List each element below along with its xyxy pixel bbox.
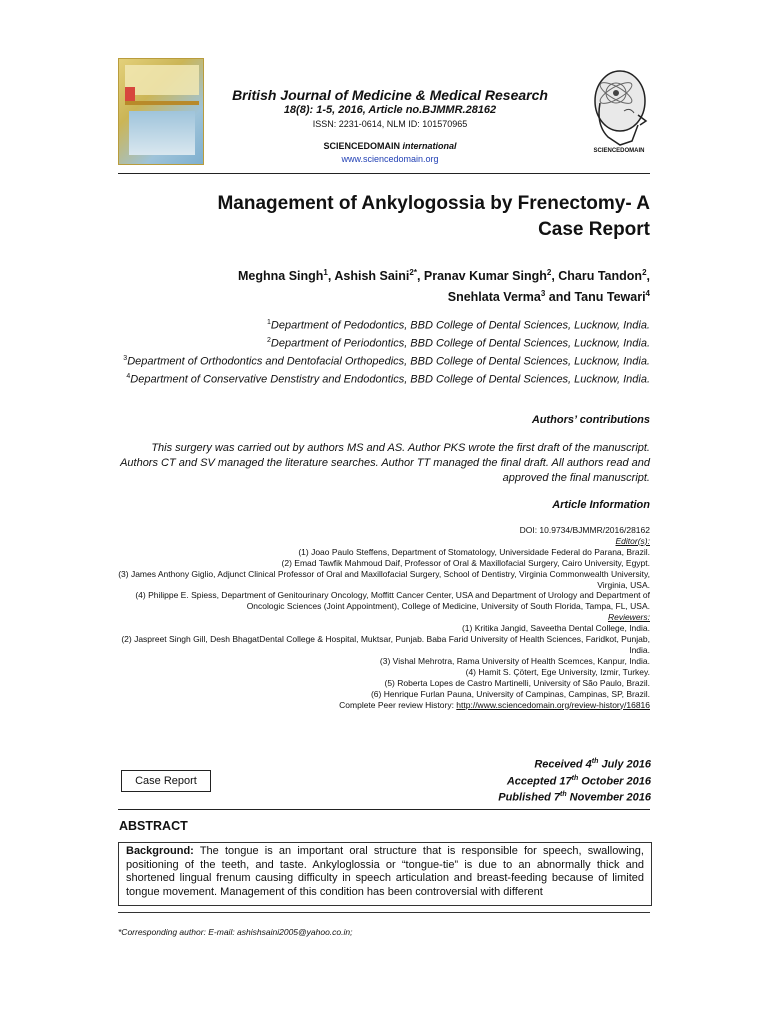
author-name: Charu Tandon [558,269,643,284]
affiliation-item: $^3$Department of Orthodontics and Dentofacial Orthopedics, BBD College of Dental Sciences, Lucknow, India. [123,355,650,368]
author-name: Pranav Kumar Singh [423,269,547,284]
affiliation-item: $^1$Department of Pedodontics, BBD College of Dental Sciences, Lucknow, India. [266,319,650,332]
footnote-divider [118,912,650,913]
background-label: Background: [126,845,194,857]
reviewer-item: (3) Vishal Mehrotra, Rama University of Health Scemces, Kanpur, India. [379,655,650,666]
reviewer-item: (1) Kritika Jangid, Saveetha Dental College, India. [461,623,650,634]
sciencedomain-logo [586,63,652,159]
author-name: Ashish Saini [334,269,410,284]
editor-item: (2) Emad Tawfik Mahmoud Daif, Professor of Oral & Maxillofacial Surgery, Cairo University, Egypt. [281,557,650,568]
affiliations [118,316,650,389]
article-title: Management of Ankylogossia by Frenectomy- A Case Report [217,193,650,240]
affiliation-item: $^2$Department of Periodontics, BBD College of Dental Sciences, Lucknow, India. [267,337,650,350]
journal-title: British Journal of Medicine & Medical Research [232,87,548,103]
peer-review-history: Complete Peer review History: http://www.sciencedomain.org/review-history/16816 [339,699,650,710]
logo-label: SCIENCEDOMAIN [593,148,645,154]
author-name: Snehlata Verma [447,290,541,305]
abstract-divider [118,809,650,810]
journal-issue: 18(8): 1-5, 2016, Article no.BJMMR.28162 [283,104,497,116]
article-type-badge: Case Report [121,770,211,792]
published-date: Published 7th November 2016 [498,791,651,804]
editors-label: Editor(s): [615,535,650,546]
reviewer-item: (6) Henrique Furlan Pauna, University of Campinas, Campinas, SP, Brazil. [370,688,650,699]
editor-item: (4) Philippe E. Spiess, Department of Genitourinary Oncology, Moffitt Cancer Center, USA and Department of Urology and Department of Oncologic Sciences (Joint Appointment), College of Medicine, University of South Florida, Tampa, FL, USA. [135,590,650,612]
publisher-name: SCIENCEDOMAIN international [323,141,457,151]
reviewer-item: (5) Roberta Lopes de Castro Martinelli, University of São Paulo, Brazil. [384,677,650,688]
received-date: Received 4th July 2016 [534,758,651,771]
article-info-heading: Article Information [552,499,650,511]
editor-item: (3) James Anthony Giglio, Adjunct Clinical Professor of Oral and Maxillofacial Surgery, School of Dentistry, Virginia Commonwealth University, Virginia, USA. [118,568,650,590]
journal-issn: ISSN: 2231-0614, NLM ID: 101570965 [312,119,468,129]
corresponding-author-footnote: *Corresponding author: E-mail: ashishsaini2005@yahoo.co.in; [118,927,353,937]
contributions-heading: Authors’ contributions [531,414,650,426]
abstract-text: Background: The tongue is an important oral structure that is responsible for speech, swallowing, positioning of the teeth, and taste. Ankyloglossia or “tongue-tie” is due to an abnormally thick and shortened lingual frenum causing difficulty in speech articulation and breast-feeding because of limited tongue movement. Management of this condition has been controversial with different [126,845,644,898]
journal-cover-image [118,58,204,165]
reviewer-item: (4) Hamit S. Çötert, Ege University, Izmir, Turkey. [465,666,650,677]
author-name: Meghna Singh [238,269,324,284]
reviewers-label: Reviewers: [607,612,650,623]
reviewer-item: (2) Jaspreet Singh Gill, Desh BhagatDental College & Hospital, Muktsar, Punjab. Baba Farid University of Health Sciences, Faridkot, Punjab, India. [121,634,650,655]
publisher-website-link[interactable]: www.sciencedomain.org [341,154,439,164]
abstract-heading: ABSTRACT [119,819,188,833]
contributions-text: This surgery was carried out by authors MS and AS. Author PKS wrote the first draft of the manuscript. Authors CT and SV managed the literature searches. Author TT managed the final draft. All authors read and approved the final manuscript. [120,442,650,484]
publication-dates [400,755,651,805]
doi: DOI: 10.9734/BJMMR/2016/28162 [519,525,650,535]
accepted-date: Accepted 17th October 2016 [506,774,651,788]
editor-item: (1) Joao Paulo Steffens, Department of Stomatology, Universidade Federal do Parana, Brazil. [298,546,650,557]
peer-review-history-link[interactable]: http://www.sciencedomain.org/review-history/16816 [456,699,650,710]
author-list: Meghna Singh$^1$, Ashish Saini$^{2*}$, Pranav Kumar Singh$^2$, Charu Tandon$^2$, Snehlata Verma$^3$ and Tanu Tewari$^4$ [238,268,650,305]
header-divider [118,173,650,174]
author-name: Tanu Tewari [574,290,646,305]
abstract-box [118,842,652,906]
article-info-block [118,525,650,710]
affiliation-item: $^4$Department of Conservative Denstistry and Endodontics, BBD College of Dental Sciences, Lucknow, India. [126,373,650,387]
